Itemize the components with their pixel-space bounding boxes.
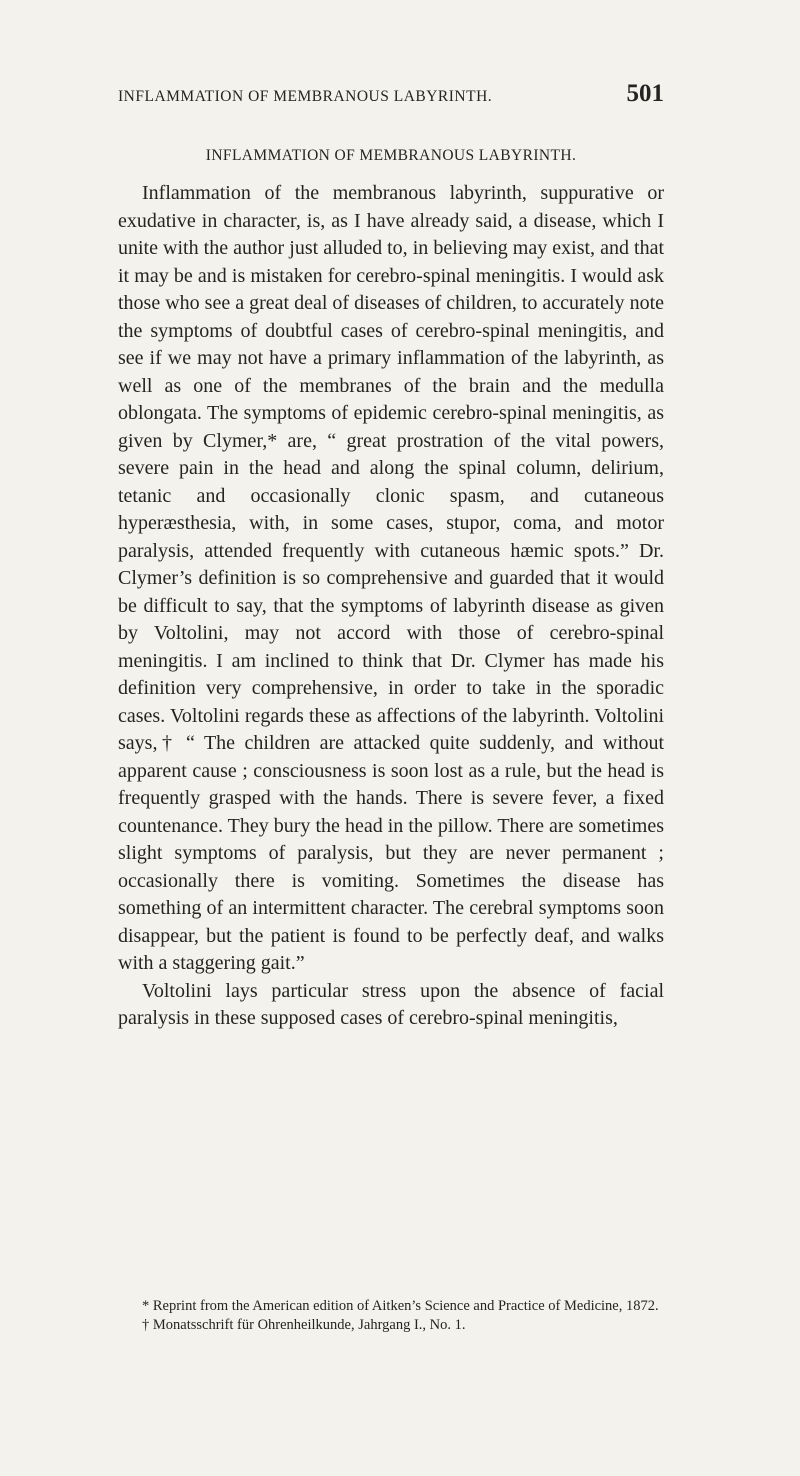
footnotes <box>118 1297 664 1335</box>
section-title: INFLAMMATION OF MEMBRANOUS LABYRINTH. <box>205 147 577 164</box>
body-text <box>118 180 664 1033</box>
paragraph: Voltolini lays particular stress upon the absence of facial paralysis in these supposed cases of cerebro-spinal meningitis, <box>118 979 664 1029</box>
running-head-title: INFLAMMATION OF MEMBRANOUS LABYRINTH. <box>118 88 493 105</box>
page-number: 501 <box>626 80 664 107</box>
paragraph: Inflammation of the membranous labyrinth, suppurative or exudative in character, is, as I have already said, a disease, which I unite with the author just alluded to, in believing may exist, and that it may be and is mistaken for cerebro-spinal meningitis. I would ask those who see a great deal of diseases of children, to accurately note the symptoms of doubtful cases of cerebro-spinal meningitis, and see if we may not have a primary inflammation of the labyrinth, as well as one of the membranes of the brain and the medulla oblongata. The symptoms of epidemic cerebro-spinal meningitis, as given by Clymer,* are, “ great prostration of the vital powers, severe pain in the head and along the spinal column, delirium, tetanic and occasionally clonic spasm, and cutaneous hyperæsthesia, with, in some cases, stupor, coma, and motor paralysis, attended frequently with cutaneous hæmic spots.” Dr. Clymer’s definition is so comprehensive and guarded that it would be difficult to say, that the symptoms of labyrinth disease as given by Voltolini, may not accord with those of cerebro-spinal meningitis. I am inclined to think that Dr. Clymer has made his definition very comprehensive, in order to take in the sporadic cases. Voltolini regards these as affections of the labyrinth. Voltolini says,† “ The children are attacked quite suddenly, and without apparent cause ; consciousness is soon lost as a rule, but the head is frequently grasped with the hands. There is severe fever, a fixed countenance. They bury the head in the pillow. There are sometimes slight symptoms of paralysis, but they are never permanent ; occasionally there is vomiting. Sometimes the disease has something of an intermittent character. The cerebral symptoms soon disappear, but the patient is found to be perfectly deaf, and walks with a staggering gait.” <box>118 182 664 974</box>
footnote: † Monatsschrift für Ohrenheilkunde, Jahrgang I., No. 1. <box>142 1317 466 1333</box>
footnote: * Reprint from the American edition of Aitken’s Science and Practice of Medicine, 1872. <box>142 1298 659 1314</box>
running-head <box>118 80 664 108</box>
